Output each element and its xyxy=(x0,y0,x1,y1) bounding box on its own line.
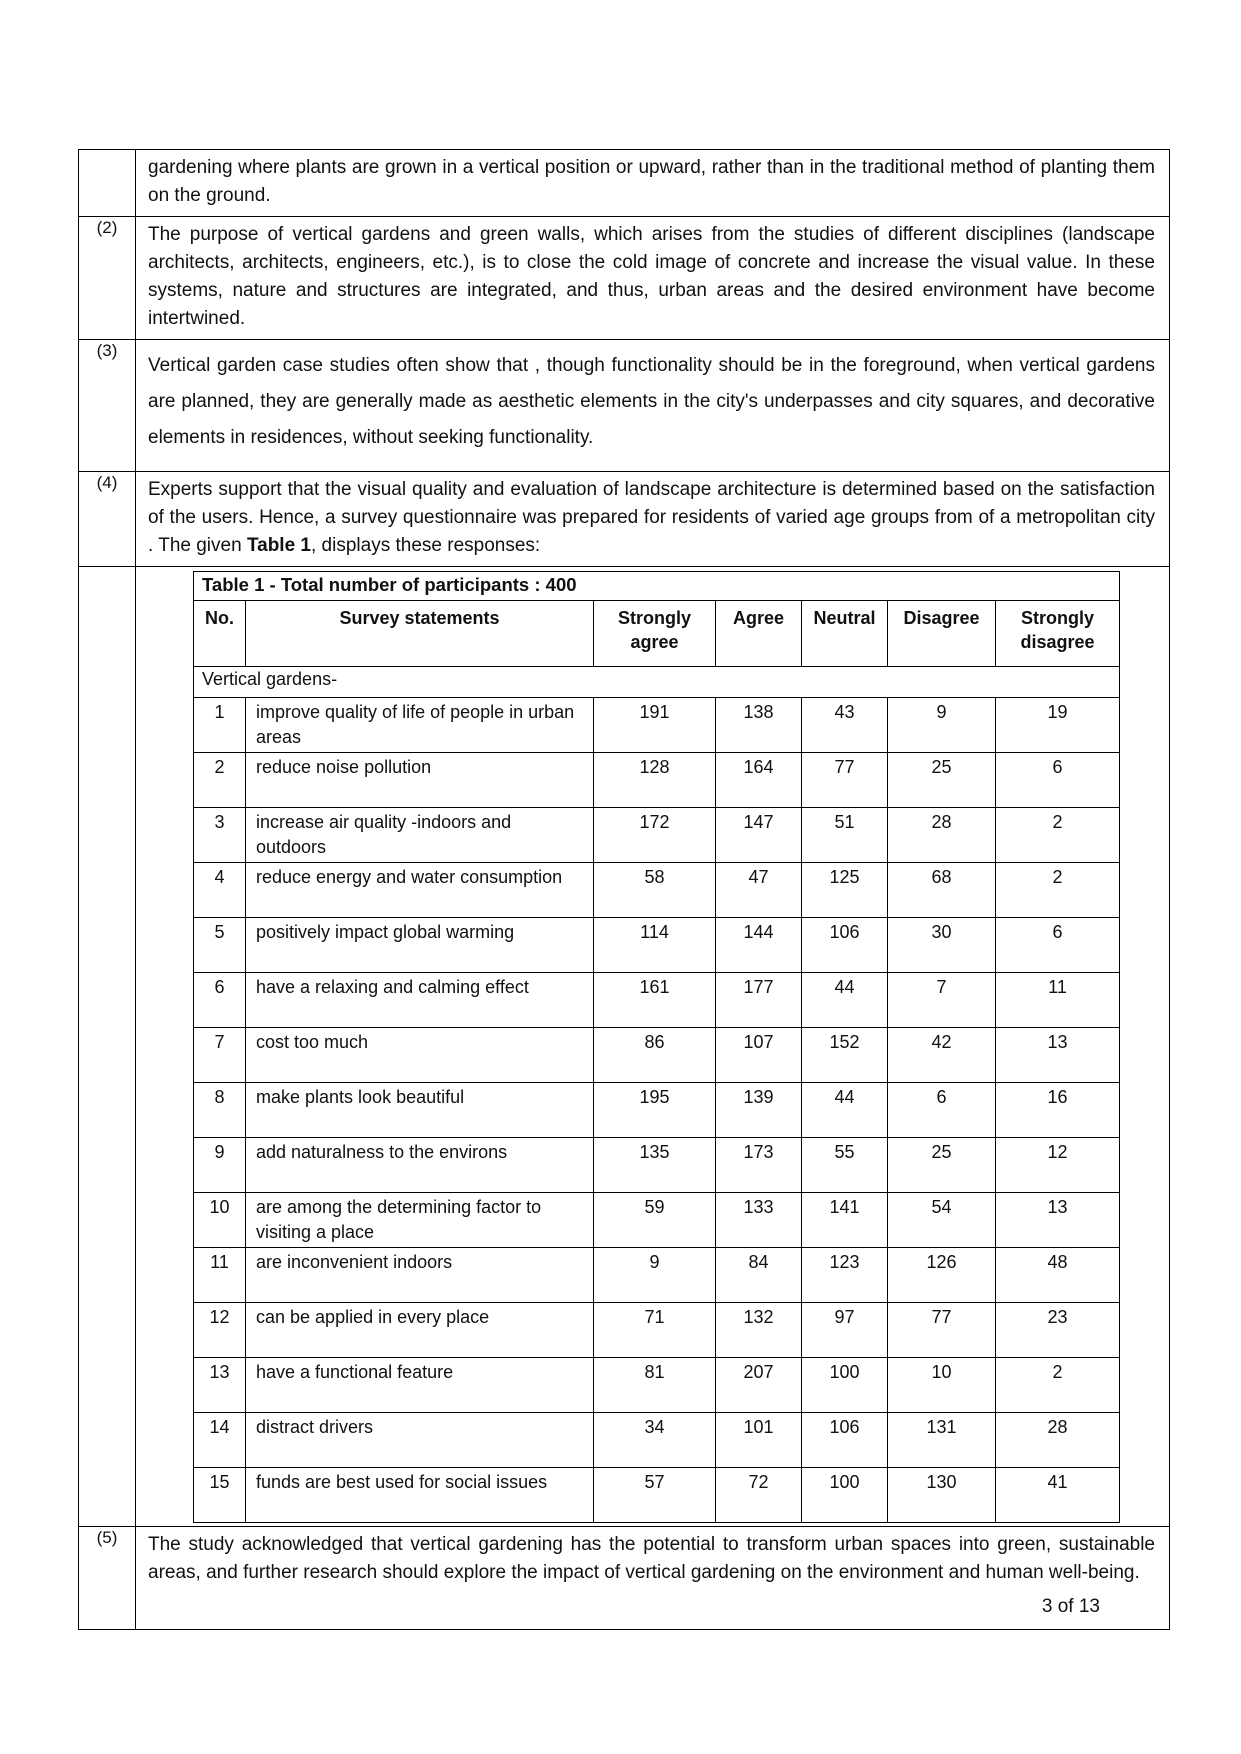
survey-table-title: Table 1 - Total number of participants : 400 xyxy=(194,572,1120,601)
strongly-agree-value: 9 xyxy=(594,1248,716,1303)
disagree-value: 28 xyxy=(888,808,996,863)
neutral-value: 100 xyxy=(802,1468,888,1523)
agree-value: 147 xyxy=(716,808,802,863)
row-statement: have a relaxing and calming effect xyxy=(246,973,594,1028)
row-statement: distract drivers xyxy=(246,1413,594,1468)
survey-table-row-item xyxy=(194,1413,1120,1468)
agree-value: 132 xyxy=(716,1303,802,1358)
survey-table-row-item xyxy=(194,1138,1120,1193)
disagree-value: 6 xyxy=(888,1083,996,1138)
neutral-value: 51 xyxy=(802,808,888,863)
row-number: 14 xyxy=(194,1413,246,1468)
neutral-value: 123 xyxy=(802,1248,888,1303)
neutral-value: 141 xyxy=(802,1193,888,1248)
strongly-agree-value: 191 xyxy=(594,698,716,753)
paragraph-text: The study acknowledged that vertical gardening has the potential to transform urban spaces into green, sustainable areas, and further research should explore the impact of vertical gardening on the environment and human well-being. xyxy=(136,1527,1170,1630)
strongly-disagree-value: 48 xyxy=(996,1248,1120,1303)
strongly-agree-value: 161 xyxy=(594,973,716,1028)
survey-table-row-item xyxy=(194,863,1120,918)
survey-table xyxy=(193,571,1120,1523)
passage-row-3 xyxy=(79,340,1170,472)
paragraph-number xyxy=(79,150,136,217)
agree-value: 207 xyxy=(716,1358,802,1413)
passage-row-2 xyxy=(79,217,1170,340)
paragraph-text-segment: Experts support that the visual quality and evaluation of landscape architecture is determined based on the satisfaction of the users. Hence, a survey questionnaire was prepared for residents of varied age groups from of a metropolitan city . The given xyxy=(148,479,1155,556)
strongly-disagree-value: 12 xyxy=(996,1138,1120,1193)
agree-value: 47 xyxy=(716,863,802,918)
row-statement: are among the determining factor to visiting a place xyxy=(246,1193,594,1248)
strongly-agree-value: 114 xyxy=(594,918,716,973)
neutral-value: 125 xyxy=(802,863,888,918)
survey-table-row-item xyxy=(194,1083,1120,1138)
strongly-agree-value: 135 xyxy=(594,1138,716,1193)
row-number: 8 xyxy=(194,1083,246,1138)
row-statement: have a functional feature xyxy=(246,1358,594,1413)
survey-table-container xyxy=(136,567,1170,1527)
disagree-value: 68 xyxy=(888,863,996,918)
strongly-disagree-value: 6 xyxy=(996,753,1120,808)
survey-group-label: Vertical gardens- xyxy=(194,667,1120,698)
row-number: 5 xyxy=(194,918,246,973)
neutral-value: 43 xyxy=(802,698,888,753)
strongly-disagree-value: 13 xyxy=(996,1028,1120,1083)
strongly-agree-value: 81 xyxy=(594,1358,716,1413)
paragraph-text xyxy=(136,472,1170,567)
disagree-value: 25 xyxy=(888,753,996,808)
paragraph-number: (2) xyxy=(79,217,136,340)
survey-table-row-item xyxy=(194,973,1120,1028)
survey-group-row xyxy=(194,667,1120,698)
row-statement: make plants look beautiful xyxy=(246,1083,594,1138)
paragraph-text: Vertical garden case studies often show that , though functionality should be in the foreground, when vertical gardens are planned, they are generally made as aesthetic elements in the city's underpasses and city squares, and decorative elements in residences, without seeking functionality. xyxy=(136,340,1170,472)
row-number: 13 xyxy=(194,1358,246,1413)
paragraph-number: (4) xyxy=(79,472,136,567)
row-number: 1 xyxy=(194,698,246,753)
agree-value: 144 xyxy=(716,918,802,973)
row-statement: can be applied in every place xyxy=(246,1303,594,1358)
neutral-value: 100 xyxy=(802,1358,888,1413)
neutral-value: 77 xyxy=(802,753,888,808)
paragraph-number: (3) xyxy=(79,340,136,472)
row-number: 3 xyxy=(194,808,246,863)
disagree-value: 131 xyxy=(888,1413,996,1468)
neutral-value: 44 xyxy=(802,1083,888,1138)
strongly-disagree-value: 2 xyxy=(996,808,1120,863)
column-header-strongly-disagree: Strongly disagree xyxy=(996,601,1120,667)
paragraph-number-empty xyxy=(79,567,136,1527)
strongly-agree-value: 59 xyxy=(594,1193,716,1248)
disagree-value: 42 xyxy=(888,1028,996,1083)
disagree-value: 9 xyxy=(888,698,996,753)
row-number: 15 xyxy=(194,1468,246,1523)
survey-table-row-item xyxy=(194,1468,1120,1523)
row-statement: funds are best used for social issues xyxy=(246,1468,594,1523)
agree-value: 72 xyxy=(716,1468,802,1523)
agree-value: 84 xyxy=(716,1248,802,1303)
neutral-value: 44 xyxy=(802,973,888,1028)
passage-row-1 xyxy=(79,150,1170,217)
strongly-agree-value: 172 xyxy=(594,808,716,863)
survey-table-row-item xyxy=(194,808,1120,863)
row-statement: cost too much xyxy=(246,1028,594,1083)
strongly-agree-value: 71 xyxy=(594,1303,716,1358)
survey-table-row-item xyxy=(194,1193,1120,1248)
paragraph-text-segment: , displays these responses: xyxy=(311,535,541,556)
strongly-disagree-value: 11 xyxy=(996,973,1120,1028)
agree-value: 107 xyxy=(716,1028,802,1083)
strongly-disagree-value: 6 xyxy=(996,918,1120,973)
row-number: 9 xyxy=(194,1138,246,1193)
column-header-no: No. xyxy=(194,601,246,667)
row-number: 11 xyxy=(194,1248,246,1303)
row-statement: add naturalness to the environs xyxy=(246,1138,594,1193)
row-statement: improve quality of life of people in urban areas xyxy=(246,698,594,753)
strongly-disagree-value: 16 xyxy=(996,1083,1120,1138)
paragraph-text: gardening where plants are grown in a vertical position or upward, rather than in the traditional method of planting them on the ground. xyxy=(136,150,1170,217)
passage-table xyxy=(78,149,1170,1630)
disagree-value: 130 xyxy=(888,1468,996,1523)
survey-table-title-row xyxy=(194,572,1120,601)
row-number: 2 xyxy=(194,753,246,808)
row-number: 6 xyxy=(194,973,246,1028)
column-header-agree: Agree xyxy=(716,601,802,667)
disagree-value: 7 xyxy=(888,973,996,1028)
row-number: 4 xyxy=(194,863,246,918)
row-number: 10 xyxy=(194,1193,246,1248)
passage-row-4 xyxy=(79,472,1170,567)
row-statement: reduce energy and water consumption xyxy=(246,863,594,918)
strongly-disagree-value: 13 xyxy=(996,1193,1120,1248)
survey-table-row-item xyxy=(194,918,1120,973)
strongly-agree-value: 195 xyxy=(594,1083,716,1138)
agree-value: 177 xyxy=(716,973,802,1028)
column-header-neutral: Neutral xyxy=(802,601,888,667)
agree-value: 173 xyxy=(716,1138,802,1193)
column-header-statements: Survey statements xyxy=(246,601,594,667)
disagree-value: 25 xyxy=(888,1138,996,1193)
paragraph-text: The purpose of vertical gardens and green walls, which arises from the studies of different disciplines (landscape architects, architects, engineers, etc.), is to close the cold image of concrete and increase the visual value. In these systems, nature and structures are integrated, and thus, urban areas and the desired environment have become intertwined. xyxy=(136,217,1170,340)
survey-table-row-item xyxy=(194,753,1120,808)
strongly-disagree-value: 41 xyxy=(996,1468,1120,1523)
agree-value: 164 xyxy=(716,753,802,808)
disagree-value: 77 xyxy=(888,1303,996,1358)
passage-row-5 xyxy=(79,1527,1170,1630)
table-reference: Table 1 xyxy=(246,535,311,556)
neutral-value: 106 xyxy=(802,1413,888,1468)
agree-value: 138 xyxy=(716,698,802,753)
strongly-disagree-value: 19 xyxy=(996,698,1120,753)
disagree-value: 126 xyxy=(888,1248,996,1303)
strongly-agree-value: 34 xyxy=(594,1413,716,1468)
paragraph-number: (5) xyxy=(79,1527,136,1630)
strongly-disagree-value: 28 xyxy=(996,1413,1120,1468)
disagree-value: 10 xyxy=(888,1358,996,1413)
strongly-agree-value: 128 xyxy=(594,753,716,808)
survey-table-row-item xyxy=(194,1303,1120,1358)
survey-table-row-item xyxy=(194,1358,1120,1413)
survey-table-row-item xyxy=(194,1028,1120,1083)
row-number: 12 xyxy=(194,1303,246,1358)
survey-table-row xyxy=(79,567,1170,1527)
neutral-value: 152 xyxy=(802,1028,888,1083)
row-statement: are inconvenient indoors xyxy=(246,1248,594,1303)
row-statement: increase air quality -indoors and outdoors xyxy=(246,808,594,863)
survey-table-header-row xyxy=(194,601,1120,667)
strongly-disagree-value: 2 xyxy=(996,1358,1120,1413)
strongly-disagree-value: 2 xyxy=(996,863,1120,918)
row-statement: positively impact global warming xyxy=(246,918,594,973)
neutral-value: 55 xyxy=(802,1138,888,1193)
strongly-agree-value: 58 xyxy=(594,863,716,918)
page-number: 3 of 13 xyxy=(1041,1596,1100,1617)
row-statement: reduce noise pollution xyxy=(246,753,594,808)
survey-table-row-item xyxy=(194,698,1120,753)
survey-table-row-item xyxy=(194,1248,1120,1303)
disagree-value: 54 xyxy=(888,1193,996,1248)
column-header-strongly-agree: Strongly agree xyxy=(594,601,716,667)
strongly-agree-value: 57 xyxy=(594,1468,716,1523)
agree-value: 133 xyxy=(716,1193,802,1248)
neutral-value: 97 xyxy=(802,1303,888,1358)
strongly-disagree-value: 23 xyxy=(996,1303,1120,1358)
neutral-value: 106 xyxy=(802,918,888,973)
row-number: 7 xyxy=(194,1028,246,1083)
strongly-agree-value: 86 xyxy=(594,1028,716,1083)
disagree-value: 30 xyxy=(888,918,996,973)
agree-value: 101 xyxy=(716,1413,802,1468)
agree-value: 139 xyxy=(716,1083,802,1138)
column-header-disagree: Disagree xyxy=(888,601,996,667)
